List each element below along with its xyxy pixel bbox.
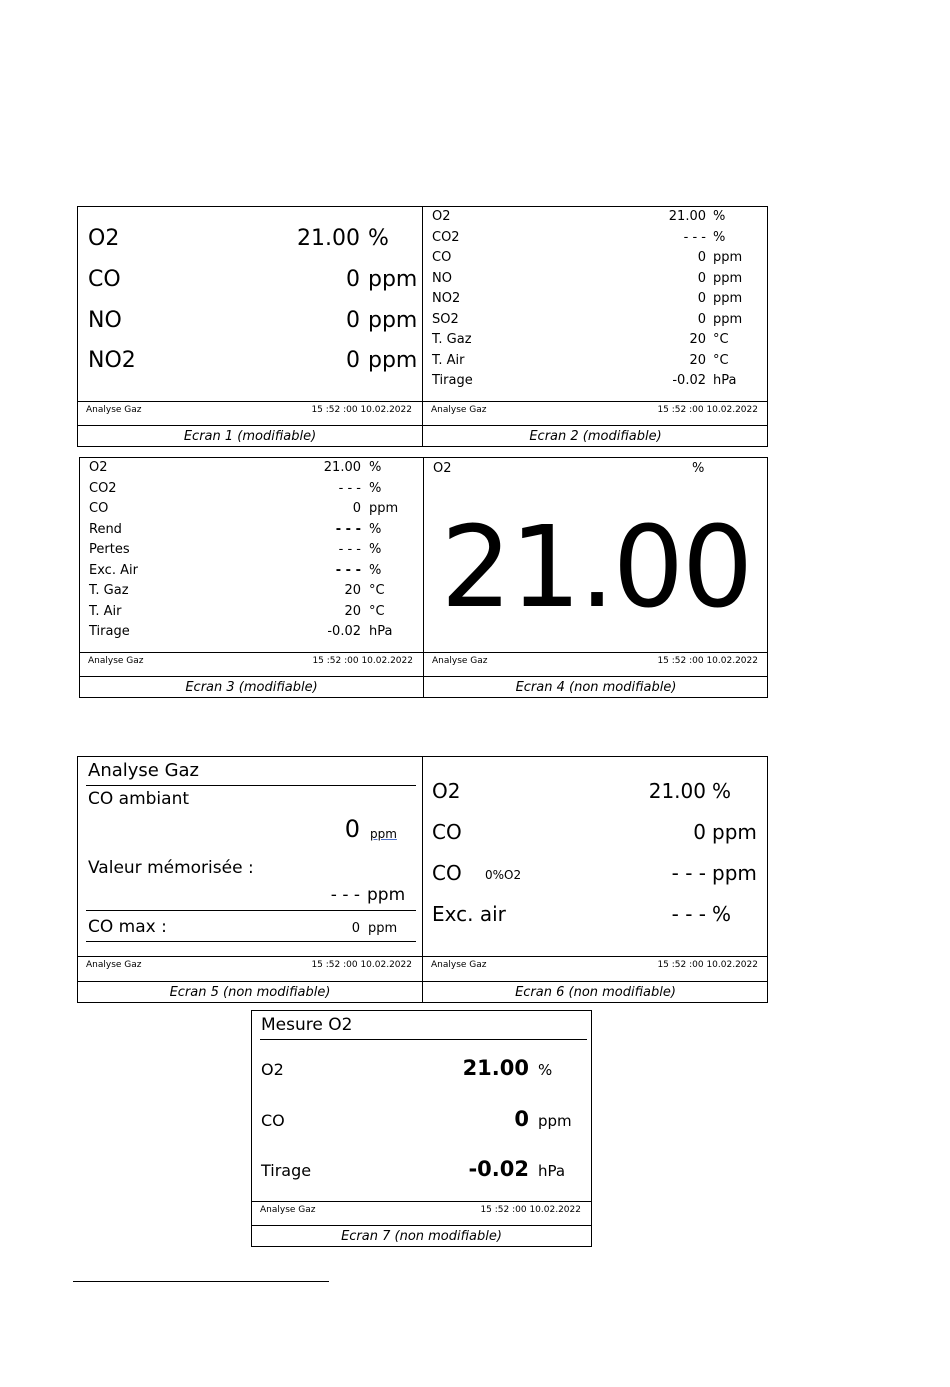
label: O2	[432, 779, 461, 803]
unit: %	[692, 461, 705, 476]
app-name: Analyse Gaz	[88, 656, 144, 666]
value: - - -	[335, 562, 361, 578]
screen6-row	[423, 779, 768, 807]
screen-title: Analyse Gaz	[88, 760, 200, 781]
value: - - -	[683, 229, 706, 245]
app-name: Analyse Gaz	[260, 1205, 316, 1215]
value: 21.00	[648, 779, 706, 803]
big-value: 21.00	[440, 503, 752, 633]
screen-caption: Ecran 1 (modifiable)	[78, 425, 422, 448]
screen-1	[78, 207, 422, 447]
unit: %	[369, 480, 382, 496]
unit: ppm	[368, 348, 418, 373]
unit: ppm	[713, 270, 743, 286]
unit: ppm	[713, 311, 743, 327]
screen-caption: Ecran 7 (non modifiable)	[252, 1225, 591, 1248]
value: 20	[344, 603, 361, 619]
screen3-row	[80, 542, 423, 562]
screen-caption: Ecran 2 (modifiable)	[423, 425, 768, 448]
label: CO	[432, 820, 462, 844]
unit: %	[713, 229, 726, 245]
title-underline	[260, 1039, 587, 1040]
unit: %	[369, 521, 382, 537]
label: T. Gaz	[432, 332, 472, 347]
screen2-row	[423, 230, 768, 250]
footnote-separator	[73, 1281, 329, 1282]
memorized-value: - - -	[330, 885, 360, 905]
label: Exc. air	[432, 902, 506, 926]
screen2-row	[423, 373, 768, 393]
value: 0	[346, 267, 360, 292]
value: 21.00	[297, 226, 360, 251]
app-name: Analyse Gaz	[431, 405, 487, 415]
screens-3-4-panel	[79, 457, 768, 698]
value: 21.00	[668, 209, 706, 224]
value: 0	[697, 291, 706, 306]
screen-3	[80, 458, 423, 698]
screens-1-2-panel	[77, 206, 768, 447]
unit: ppm	[538, 1112, 572, 1130]
screen3-row	[80, 501, 423, 521]
value: 0	[693, 820, 706, 844]
unit: °C	[713, 352, 729, 368]
value: 20	[689, 332, 706, 347]
app-name: Analyse Gaz	[431, 960, 487, 970]
value: -0.02	[468, 1157, 529, 1181]
screen-title: Mesure O2	[261, 1015, 353, 1035]
label: CO2	[432, 229, 460, 245]
label: CO	[432, 250, 452, 265]
status-bar	[252, 1201, 591, 1226]
timestamp: 15 :52 :00 10.02.2022	[311, 405, 412, 415]
label: T. Air	[432, 352, 465, 368]
max-label: CO max :	[88, 917, 167, 937]
app-name: Analyse Gaz	[432, 656, 488, 666]
label: Tirage	[432, 373, 473, 388]
label: SO2	[432, 311, 459, 327]
screen1-row-no	[78, 308, 422, 336]
screen2-row	[423, 291, 768, 311]
screen-2	[423, 207, 768, 447]
value: - - -	[335, 521, 361, 537]
value: 0	[346, 308, 360, 333]
value: 0	[346, 348, 360, 373]
timestamp: 15 :52 :00 10.02.2022	[311, 960, 412, 970]
app-name: Analyse Gaz	[86, 960, 142, 970]
status-bar	[78, 401, 422, 426]
screen6-row	[423, 902, 768, 930]
unit: hPa	[369, 624, 393, 639]
screen3-row	[80, 563, 423, 583]
screen-caption: Ecran 5 (non modifiable)	[78, 981, 422, 1004]
app-name: Analyse Gaz	[86, 405, 142, 415]
memorized-label: Valeur mémorisée :	[88, 858, 254, 878]
value: 21.00	[462, 1056, 529, 1080]
unit: °C	[369, 603, 385, 619]
screen1-row-o2	[78, 226, 422, 254]
value: 0	[697, 270, 706, 286]
screen-caption: Ecran 6 (non modifiable)	[423, 981, 768, 1004]
screen7-row	[252, 1157, 591, 1183]
screen3-row	[80, 583, 423, 603]
screen6-row	[423, 861, 768, 889]
label: NO2	[432, 291, 461, 306]
unit: %	[712, 779, 732, 803]
unit: °C	[713, 332, 729, 347]
unit: ppm	[368, 308, 418, 333]
screen-4	[424, 458, 768, 698]
unit: °C	[369, 583, 385, 598]
value: - - -	[338, 542, 361, 557]
screen1-row-co	[78, 267, 422, 295]
unit: ppm	[712, 861, 757, 885]
value: 20	[344, 583, 361, 598]
status-bar	[423, 401, 768, 426]
label: Pertes	[89, 542, 130, 557]
unit: ppm	[368, 267, 418, 292]
status-bar	[78, 956, 422, 982]
value: 0	[697, 311, 706, 327]
label: Rend	[89, 521, 122, 537]
screen1-row-no2	[78, 348, 422, 376]
label: CO	[261, 1111, 285, 1130]
timestamp: 15 :52 :00 10.02.2022	[480, 1205, 581, 1215]
screen3-row	[80, 604, 423, 624]
value: -0.02	[672, 373, 706, 388]
screen3-row	[80, 522, 423, 542]
screens-5-6-panel	[77, 756, 768, 1003]
screen-caption: Ecran 4 (non modifiable)	[424, 676, 768, 699]
screen-subtitle: CO ambiant	[88, 789, 190, 809]
screen7-row	[252, 1056, 591, 1082]
screen3-row	[80, 481, 423, 501]
screen2-row	[423, 353, 768, 373]
screen2-row	[423, 209, 768, 229]
unit: %	[369, 562, 382, 578]
label: NO2	[88, 348, 136, 373]
value: 0	[514, 1107, 529, 1131]
value: 20	[689, 352, 706, 368]
unit: %	[538, 1061, 553, 1079]
unit: %	[713, 209, 726, 224]
memorized-unit: ppm	[367, 885, 406, 905]
value: 0	[344, 815, 360, 843]
label: O2	[89, 460, 108, 475]
label: CO	[432, 861, 462, 885]
label: O2	[88, 226, 120, 251]
label: Exc. Air	[89, 562, 138, 578]
label: CO2	[89, 480, 117, 496]
unit: hPa	[713, 373, 737, 388]
timestamp: 15 :52 :00 10.02.2022	[657, 656, 758, 666]
unit: ppm	[370, 827, 397, 841]
unit: ppm	[713, 250, 743, 265]
value: -0.02	[327, 624, 361, 639]
label: NO	[432, 270, 452, 286]
screen2-row	[423, 312, 768, 332]
unit: ppm	[369, 501, 399, 516]
status-bar	[424, 652, 768, 677]
label: O2	[261, 1060, 284, 1079]
sub-label: 0%O2	[485, 868, 522, 882]
screen-5	[78, 757, 422, 1003]
label: CO	[88, 267, 121, 292]
unit: %	[369, 542, 382, 557]
label: O2	[432, 209, 451, 224]
value: 0	[697, 250, 706, 265]
screen-caption: Ecran 3 (modifiable)	[80, 676, 423, 699]
screen3-row	[80, 460, 423, 480]
value: 21.00	[323, 460, 361, 475]
unit: hPa	[538, 1162, 566, 1180]
timestamp: 15 :52 :00 10.02.2022	[657, 405, 758, 415]
status-bar	[423, 956, 768, 982]
unit: %	[712, 902, 732, 926]
screen2-row	[423, 271, 768, 291]
screen-6	[423, 757, 768, 1003]
label: CO	[89, 501, 109, 516]
label: O2	[433, 461, 452, 476]
screen-7	[251, 1010, 592, 1247]
unit: %	[368, 226, 389, 251]
separator	[86, 941, 416, 942]
label: Tirage	[261, 1161, 312, 1180]
label: Tirage	[89, 624, 130, 639]
timestamp: 15 :52 :00 10.02.2022	[657, 960, 758, 970]
unit: ppm	[712, 820, 757, 844]
label: T. Air	[89, 603, 122, 619]
value: - - -	[338, 480, 361, 496]
value: 0	[352, 501, 361, 516]
screen2-row	[423, 250, 768, 270]
unit: %	[369, 460, 382, 475]
screen6-row	[423, 820, 768, 848]
status-bar	[80, 652, 423, 677]
value: - - -	[671, 861, 706, 885]
max-value: 0	[351, 921, 360, 936]
timestamp: 15 :52 :00 10.02.2022	[312, 656, 413, 666]
label: T. Gaz	[89, 583, 129, 598]
screen2-row	[423, 332, 768, 352]
max-unit: ppm	[368, 921, 398, 936]
title-underline	[86, 785, 416, 786]
unit: ppm	[713, 291, 743, 306]
value: - - -	[671, 902, 706, 926]
separator	[86, 910, 416, 911]
label: NO	[88, 308, 122, 333]
screen7-row	[252, 1107, 591, 1133]
screen3-row	[80, 624, 423, 644]
